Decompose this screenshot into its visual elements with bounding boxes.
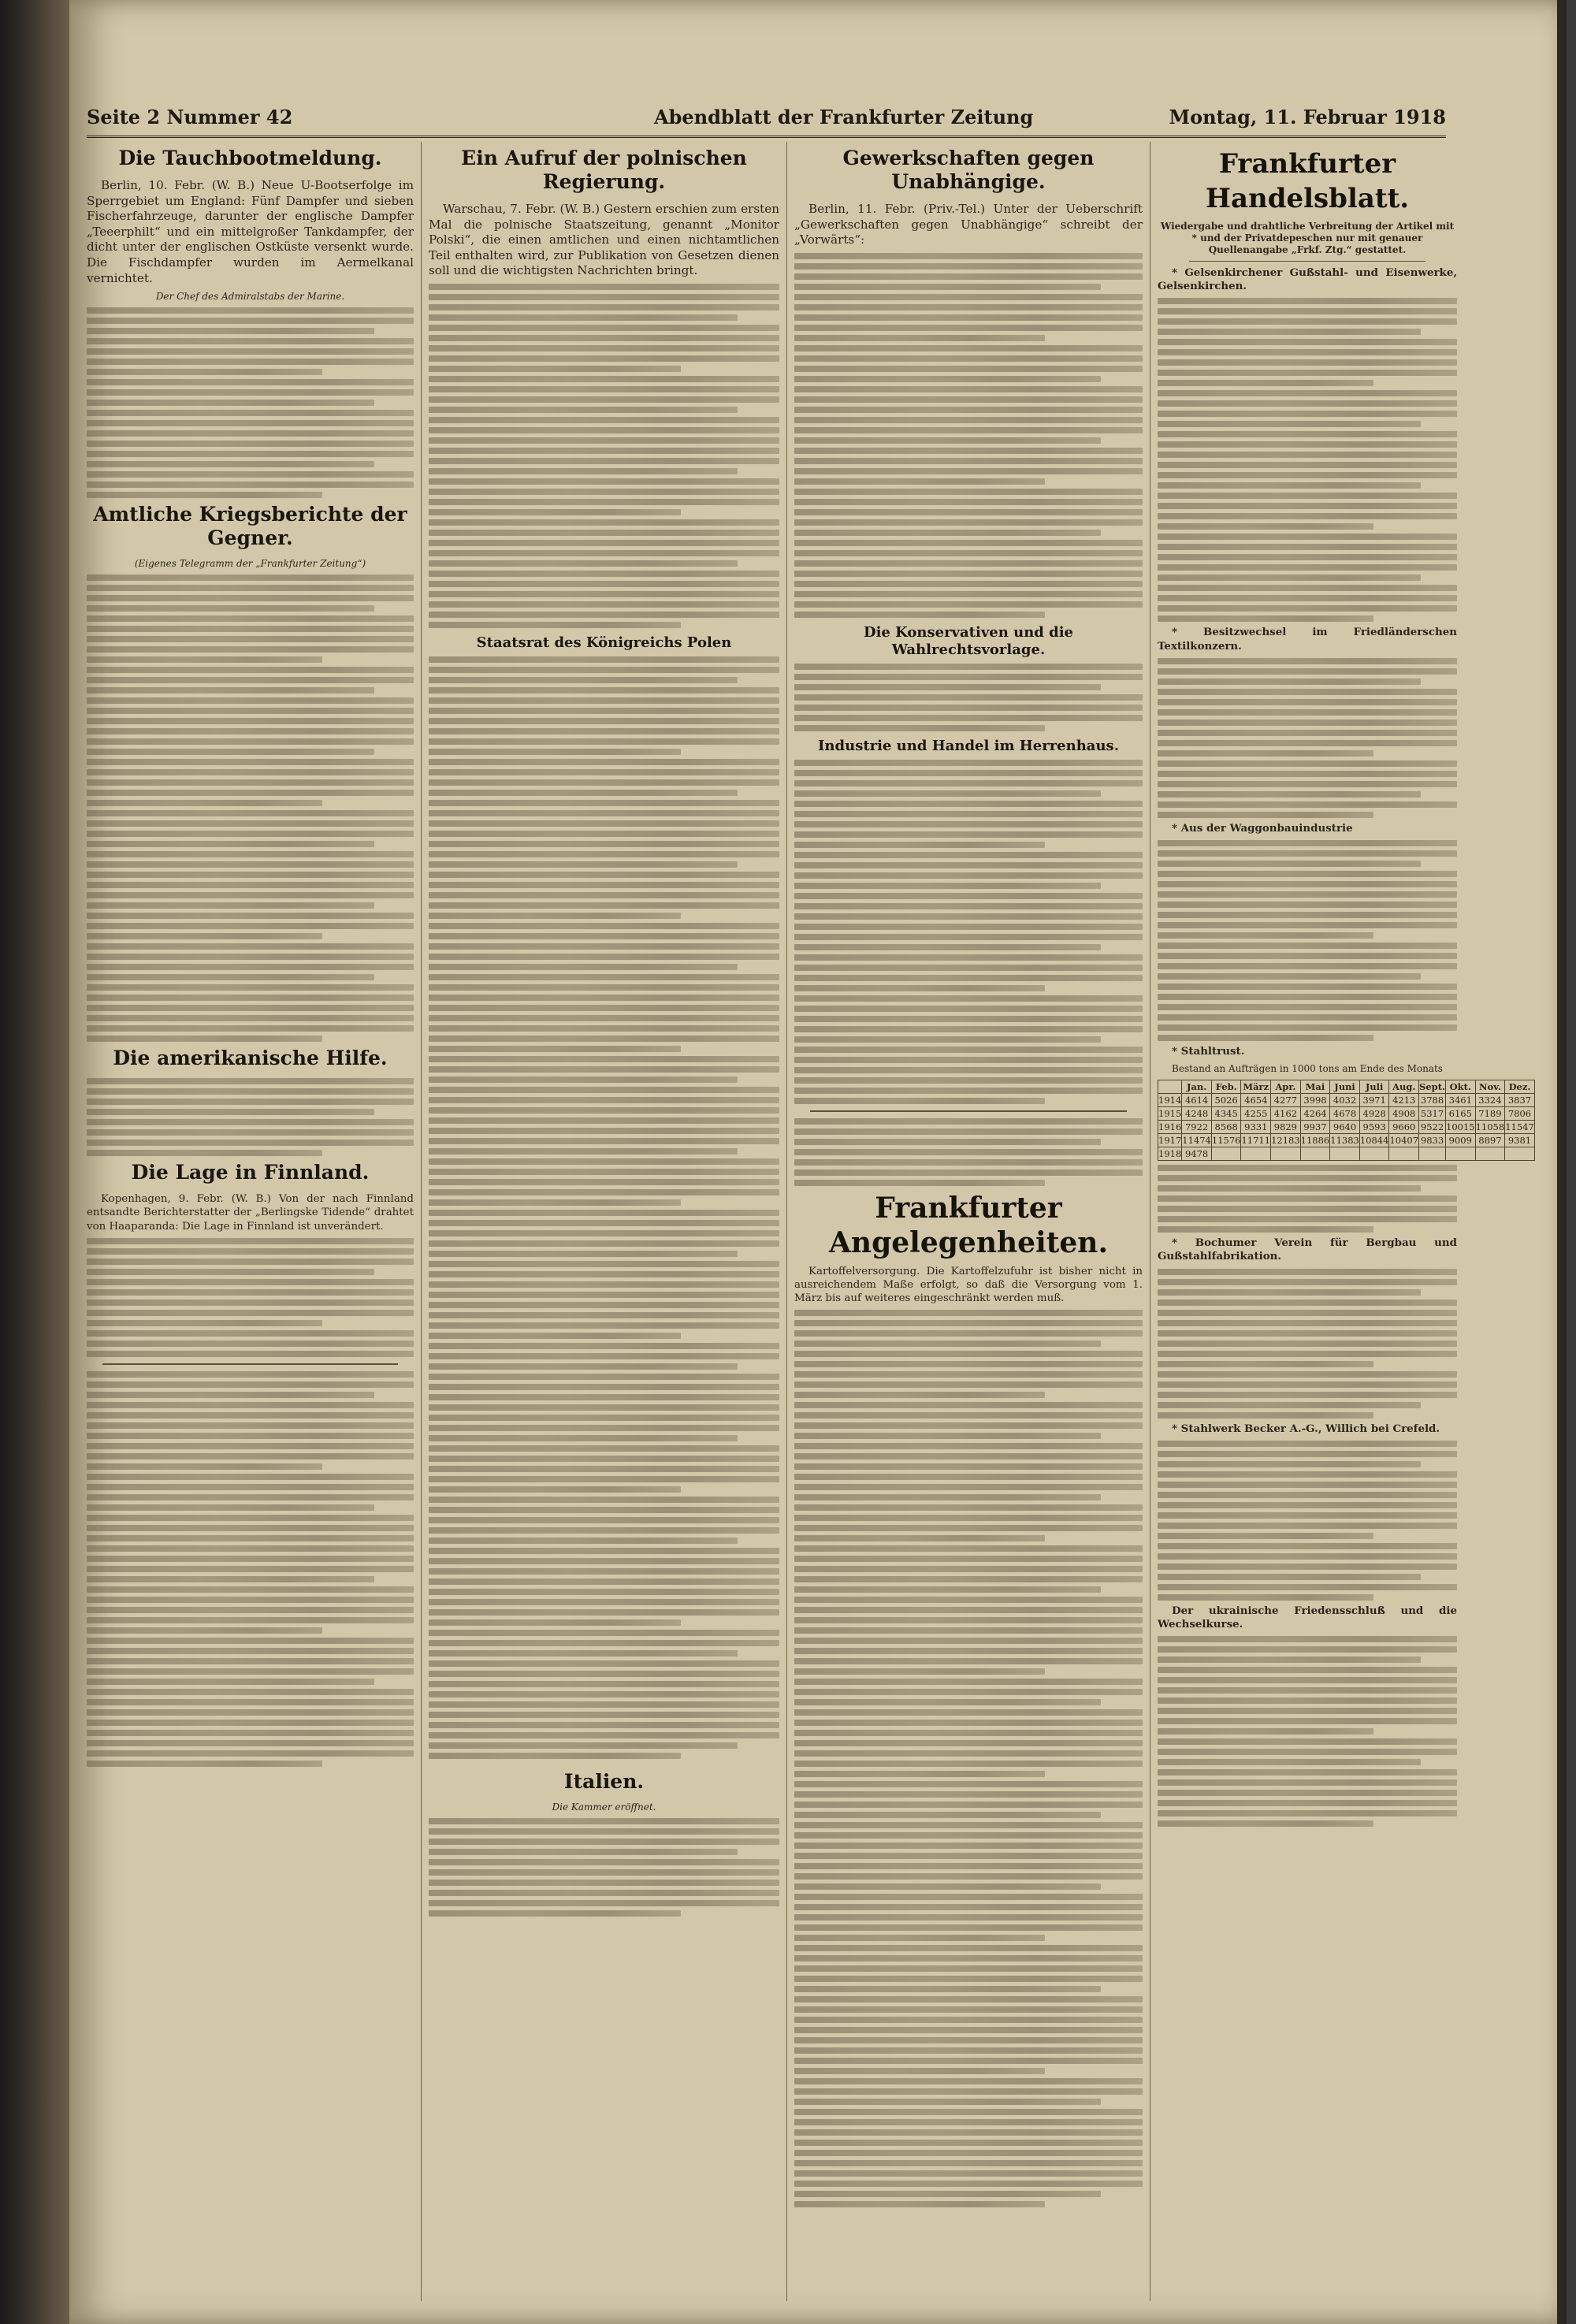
table-cell: 11886 xyxy=(1300,1135,1330,1147)
table-cell: 11474 xyxy=(1182,1135,1211,1147)
article-paragraph: Berlin, 11. Febr. (Priv.-Tel.) Unter der Ueberschrift „Gewerkschaften gegen Unabhängige“ schreibt der „Vorwärts“: xyxy=(794,202,1143,247)
book-binding xyxy=(0,0,69,2324)
table-cell: 6165 xyxy=(1446,1107,1476,1121)
table-cell: 3837 xyxy=(1505,1094,1535,1107)
table-cell: 7922 xyxy=(1182,1121,1212,1134)
table-cell: 9833 xyxy=(1419,1134,1446,1147)
table-cell: 5317 xyxy=(1419,1107,1446,1121)
table-cell: 9478 xyxy=(1182,1147,1212,1161)
table-header-cell: Mai xyxy=(1300,1080,1330,1094)
table-cell: 4928 xyxy=(1359,1107,1389,1121)
table-cell: 4264 xyxy=(1300,1107,1330,1121)
table-cell: 10844 xyxy=(1359,1135,1389,1147)
table-cell: 8568 xyxy=(1211,1121,1241,1134)
table-cell: 4032 xyxy=(1330,1094,1360,1107)
table-cell xyxy=(1419,1147,1446,1161)
table-cell xyxy=(1475,1147,1505,1161)
table-caption: Bestand an Aufträgen in 1000 tons am Ende des Monats xyxy=(1172,1063,1443,1075)
table-cell xyxy=(1330,1147,1360,1161)
table-cell xyxy=(1300,1147,1330,1161)
table-cell: 4255 xyxy=(1241,1107,1271,1121)
column-2 xyxy=(429,142,779,2305)
table-cell: 9660 xyxy=(1389,1121,1419,1134)
article-signature: Der Chef des Admiralstabs der Marine. xyxy=(155,291,345,303)
article-lead: * Bochumer Verein für Bergbau und Gußstahlfabrikation. xyxy=(1158,1236,1457,1263)
table-cell xyxy=(1505,1147,1535,1161)
article-lead: * Stahlwerk Becker A.-G., Willich bei Crefeld. xyxy=(1172,1422,1440,1435)
article-headline: Italien. xyxy=(563,1769,645,1793)
table-cell: 3788 xyxy=(1419,1094,1446,1107)
table-cell: 7189 xyxy=(1475,1107,1505,1121)
table-cell: 1916 xyxy=(1158,1121,1182,1133)
issue-date: Montag, 11. Februar 1918 xyxy=(1169,106,1446,128)
page-edge xyxy=(1557,0,1567,2324)
article-paragraph: Berlin, 10. Febr. (W. B.) Neue U-Bootserfolge im Sperrgebiet um England: Fünf Dampfer und sieben Fischerfahrzeuge, darunter der englische Dampfer „Teeerphilt“ und ein mittelgroßer Tankdampfer, der dicht unter der englischen Ostküste versenkt wurde. Die Fischdampfer wurden im Aermelkanal vernichtet. xyxy=(87,178,414,285)
table-cell: 9640 xyxy=(1330,1121,1360,1134)
table-cell: 1917 xyxy=(1158,1135,1182,1147)
article-subhead: Die Konservativen und die Wahlrechtsvorlage. xyxy=(863,623,1074,658)
article-paragraph: Warschau, 7. Febr. (W. B.) Gestern erschien zum ersten Mal die polnische Staatszeitung, genannt „Monitor Polski“, die einen amtlichen und einen nichtamtlichen Teil enthalten wird, zur Publikation von Gesetzen dienen soll und die wichtigsten Nachrichten bringt. xyxy=(429,202,779,278)
table-row xyxy=(1158,1121,1535,1134)
table-cell: 4614 xyxy=(1182,1094,1212,1107)
table-cell: 10015 xyxy=(1446,1121,1475,1133)
table-cell: 3324 xyxy=(1475,1094,1505,1107)
table-cell: 11711 xyxy=(1241,1135,1271,1147)
article-subhead: (Eigenes Telegramm der „Frankfurter Zeitung“) xyxy=(134,558,366,570)
table-cell: 10407 xyxy=(1389,1135,1419,1147)
table-cell: 9009 xyxy=(1446,1134,1476,1147)
table-cell: 1914 xyxy=(1158,1095,1182,1106)
article-headline: Ein Aufruf der polnischen Regierung. xyxy=(461,147,747,193)
table-header-cell: Juli xyxy=(1359,1080,1389,1094)
table-header-cell: Dez. xyxy=(1505,1080,1535,1094)
table-cell xyxy=(1446,1147,1476,1161)
table-header-cell: Aug. xyxy=(1389,1080,1419,1094)
table-row xyxy=(1158,1134,1535,1147)
masthead xyxy=(87,101,1446,138)
article-paragraph: Kartoffelversorgung. Die Kartoffelzufuhr ist bisher nicht in ausreichendem Maße erfolgt, so daß die Versorgung vom 1. März bis auf weiteres eingeschränkt werden muß. xyxy=(794,1265,1143,1305)
table-cell: 8897 xyxy=(1475,1134,1505,1147)
table-cell xyxy=(1241,1147,1271,1161)
table-header-cell: Okt. xyxy=(1446,1080,1476,1094)
newspaper-title: Abendblatt der Frankfurter Zeitung xyxy=(654,106,1034,128)
table-cell: 4162 xyxy=(1271,1107,1301,1121)
table-cell: 9331 xyxy=(1241,1121,1271,1134)
table-cell: 7806 xyxy=(1505,1107,1535,1121)
table-header-cell: Nov. xyxy=(1475,1080,1505,1094)
table-cell: 4213 xyxy=(1389,1094,1419,1107)
table-cell: 5026 xyxy=(1211,1094,1241,1107)
column-1 xyxy=(87,142,414,2305)
article-subhead: Industrie und Handel im Herrenhaus. xyxy=(818,737,1119,754)
article-headline: Amtliche Kriegsberichte der Gegner. xyxy=(93,503,407,550)
table-header-cell: Sept. xyxy=(1419,1081,1446,1093)
table-cell xyxy=(1211,1147,1241,1161)
table-cell: 4678 xyxy=(1330,1107,1360,1121)
article-subhead: Staatsrat des Königreichs Polen xyxy=(476,634,732,651)
table-cell: 1915 xyxy=(1158,1108,1182,1120)
table-cell: 9937 xyxy=(1300,1121,1330,1134)
table-cell: 4345 xyxy=(1211,1107,1241,1121)
article-lead: * Stahltrust. xyxy=(1172,1045,1245,1058)
table-cell: 4654 xyxy=(1241,1094,1271,1107)
table-cell: 1918 xyxy=(1158,1148,1182,1160)
table-header-cell: März xyxy=(1241,1080,1271,1094)
page-number: Seite 2 Nummer 42 xyxy=(87,106,293,128)
copyright-note: Wiedergabe und drahtliche Verbreitung der Artikel mit * und der Privatdepeschen nur mit genauer Quellenangabe „Frkf. Ztg.“ gestattet. xyxy=(1160,221,1455,255)
table-cell xyxy=(1359,1147,1389,1161)
table-header-cell: Apr. xyxy=(1271,1080,1301,1094)
table-cell: 11383 xyxy=(1330,1135,1359,1147)
newspaper-page xyxy=(69,0,1567,2324)
article-headline: Die Tauchbootmeldung. xyxy=(118,147,382,169)
table-cell: 4908 xyxy=(1389,1107,1419,1121)
article-lead: * Besitzwechsel im Friedländerschen Textilkonzern. xyxy=(1158,626,1457,653)
table-header-cell: Feb. xyxy=(1211,1080,1241,1094)
table-cell: 9381 xyxy=(1505,1134,1535,1147)
table-cell: 3461 xyxy=(1446,1094,1476,1107)
article-paragraph: Kopenhagen, 9. Febr. (W. B.) Von der nach Finnland entsandte Berichterstatter der „Berlingske Tidende“ drahtet von Haaparanda: Die Lage in Finnland ist unverändert. xyxy=(87,1193,414,1233)
table-cell: 4248 xyxy=(1182,1107,1212,1121)
table-cell: 9522 xyxy=(1419,1121,1446,1134)
table-header-cell: Jan. xyxy=(1182,1080,1212,1094)
column-4 xyxy=(1158,142,1534,2305)
stahltrust-table xyxy=(1158,1080,1535,1161)
table-row xyxy=(1158,1094,1535,1107)
article-lead: * Gelsenkirchener Gußstahl- und Eisenwerke, Gelsenkirchen. xyxy=(1158,266,1457,293)
table-header-cell xyxy=(1158,1080,1182,1094)
table-cell: 11576 xyxy=(1211,1135,1241,1147)
table-cell: 11058 xyxy=(1475,1121,1505,1133)
article-headline: Die Lage in Finnland. xyxy=(131,1161,370,1184)
table-cell: 11547 xyxy=(1505,1121,1534,1133)
table-cell: 4277 xyxy=(1271,1094,1301,1107)
article-headline: Gewerkschaften gegen Unabhängige. xyxy=(842,147,1095,193)
table-cell: 3998 xyxy=(1300,1094,1330,1107)
article-lead: Der ukrainische Friedensschluß und die Wechselkurse. xyxy=(1158,1604,1457,1631)
column-rule xyxy=(786,142,787,2301)
table-cell xyxy=(1271,1147,1301,1161)
section-headline: Frankfurter Handelsblatt. xyxy=(1205,148,1410,214)
column-3 xyxy=(794,142,1143,2305)
table-cell: 9829 xyxy=(1271,1121,1301,1134)
table-cell xyxy=(1389,1147,1419,1161)
article-headline: Die amerikanische Hilfe. xyxy=(113,1047,388,1070)
table-cell: 12183 xyxy=(1271,1135,1300,1147)
table-cell: 9593 xyxy=(1359,1121,1389,1134)
table-row xyxy=(1158,1107,1535,1121)
table-header-cell: Juni xyxy=(1330,1080,1360,1094)
article-lead: * Aus der Waggonbauindustrie xyxy=(1172,821,1353,835)
table-cell: 3971 xyxy=(1359,1094,1389,1107)
column-rule xyxy=(421,142,422,2301)
article-subhead: Die Kammer eröffnet. xyxy=(552,1801,656,1813)
table-row xyxy=(1158,1147,1535,1161)
section-headline: Frankfurter Angelegenheiten. xyxy=(828,1191,1108,1259)
